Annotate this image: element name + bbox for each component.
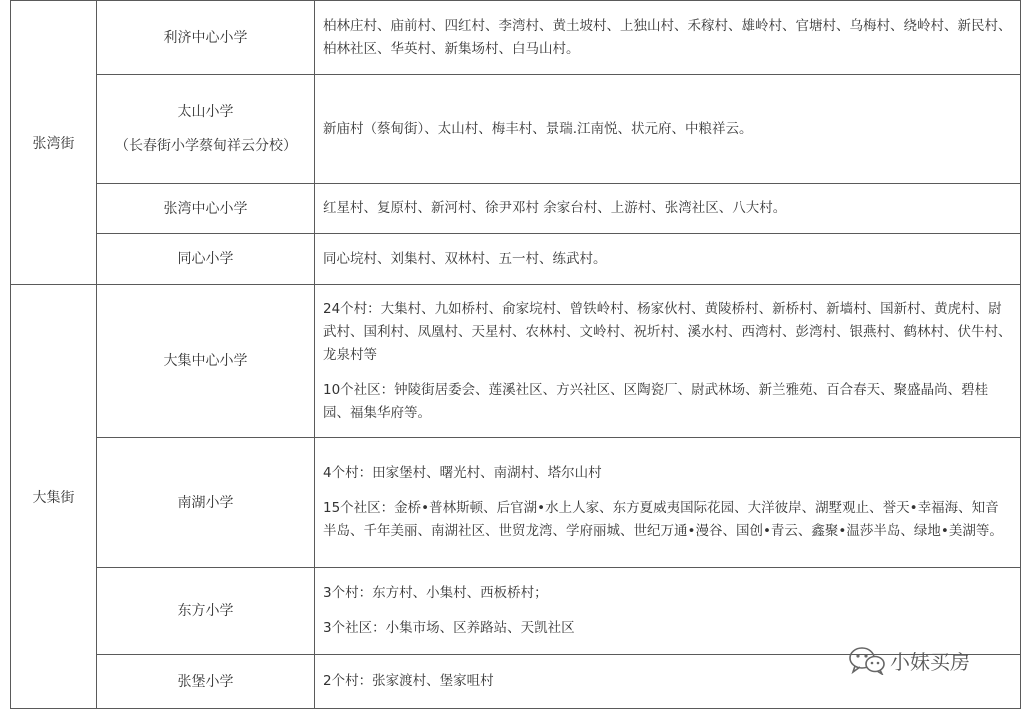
watermark xyxy=(848,645,970,675)
area-cell xyxy=(315,285,1021,438)
area-cell xyxy=(315,234,1021,285)
area-cell xyxy=(315,438,1021,568)
area-cell xyxy=(315,184,1021,234)
school-name: 同心小学 xyxy=(177,251,234,267)
school-cell xyxy=(97,285,315,438)
school-name: 张湾中心小学 xyxy=(163,200,248,217)
table-row xyxy=(11,285,1021,438)
area-text: 新庙村（蔡甸街）、太山村、梅丰村、景瑞.江南悦、状元府、中粮祥云。 xyxy=(323,120,753,137)
table-row xyxy=(11,568,1021,655)
school-cell xyxy=(97,568,315,655)
school-cell xyxy=(97,184,315,234)
area-text: 15个社区：金桥•普林斯顿、后官湖•水上人家、东方夏威夷国际花园、大洋彼岸、湖墅观止、誉天•幸福海、知音半岛、千年美丽、南湖社区、世贸龙湾、学府丽城、世纪万通•漫谷、国创•青云、鑫聚•温莎半岛、绿地•美湖等。 xyxy=(323,500,1003,539)
area-text: 24个村：大集村、九如桥村、俞家垸村、曾铁岭村、杨家伙村、黄陵桥村、新桥村、新墙村、国新村、黄虎村、尉武村、国利村、凤凰村、天星村、农林村、文岭村、祝圻村、溪水村、西湾村、彭湾村、银燕村、鹤林村、伏牛村、龙泉村等 xyxy=(323,300,1012,363)
school-cell xyxy=(97,1,315,75)
street-cell: 大集街 xyxy=(11,285,97,709)
school-district-table xyxy=(10,0,1021,709)
area-text: 柏林庄村、庙前村、四红村、李湾村、黄土坡村、上独山村、禾稼村、雄岭村、官塘村、乌梅村、绕岭村、新民村、柏林社区、华英村、新集场村、白马山村。 xyxy=(323,17,1012,57)
street-cell: 张湾街 xyxy=(11,1,97,285)
area-text: 同心垸村、刘集村、双林村、五一村、练武村。 xyxy=(323,250,607,267)
school-name: 张堡小学 xyxy=(177,673,234,690)
school-name: 东方小学 xyxy=(177,603,234,619)
area-cell xyxy=(315,568,1021,655)
area-text: 3个社区：小集市场、区养路站、天凯社区 xyxy=(323,620,575,636)
table-row xyxy=(11,184,1021,234)
school-name: 大集中心小学 xyxy=(163,353,248,369)
area-text: 3个村：东方村、小集村、西板桥村； xyxy=(323,585,548,601)
school-cell xyxy=(97,438,315,568)
area-text: 4个村：田家堡村、曙光村、南湖村、塔尔山村 xyxy=(323,465,602,481)
area-text: 2个村：张家渡村、堡家咀村 xyxy=(323,673,494,689)
school-name: 太山小学 xyxy=(177,104,234,120)
table-row xyxy=(11,234,1021,285)
area-cell xyxy=(315,75,1021,184)
table-row xyxy=(11,438,1021,568)
area-cell xyxy=(315,1,1021,75)
table-row xyxy=(11,75,1021,184)
school-cell xyxy=(97,655,315,709)
school-subname: （长春街小学蔡甸祥云分校） xyxy=(115,138,297,154)
table-row xyxy=(11,1,1021,75)
area-text: 10个社区：钟陵街居委会、莲溪社区、方兴社区、区陶瓷厂、尉武林场、新兰雅苑、百合春天、聚盛晶尚、碧桂园、福集华府等。 xyxy=(323,381,989,421)
school-cell xyxy=(97,75,315,184)
school-name: 南湖小学 xyxy=(177,494,234,511)
watermark-text: 小妹买房 xyxy=(890,649,970,674)
area-text: 红星村、复原村、新河村、徐尹邓村 余家台村、上游村、张湾社区、八大村。 xyxy=(323,200,787,216)
school-cell xyxy=(97,234,315,285)
wechat-icon xyxy=(848,645,886,675)
school-name: 利济中心小学 xyxy=(163,29,248,46)
